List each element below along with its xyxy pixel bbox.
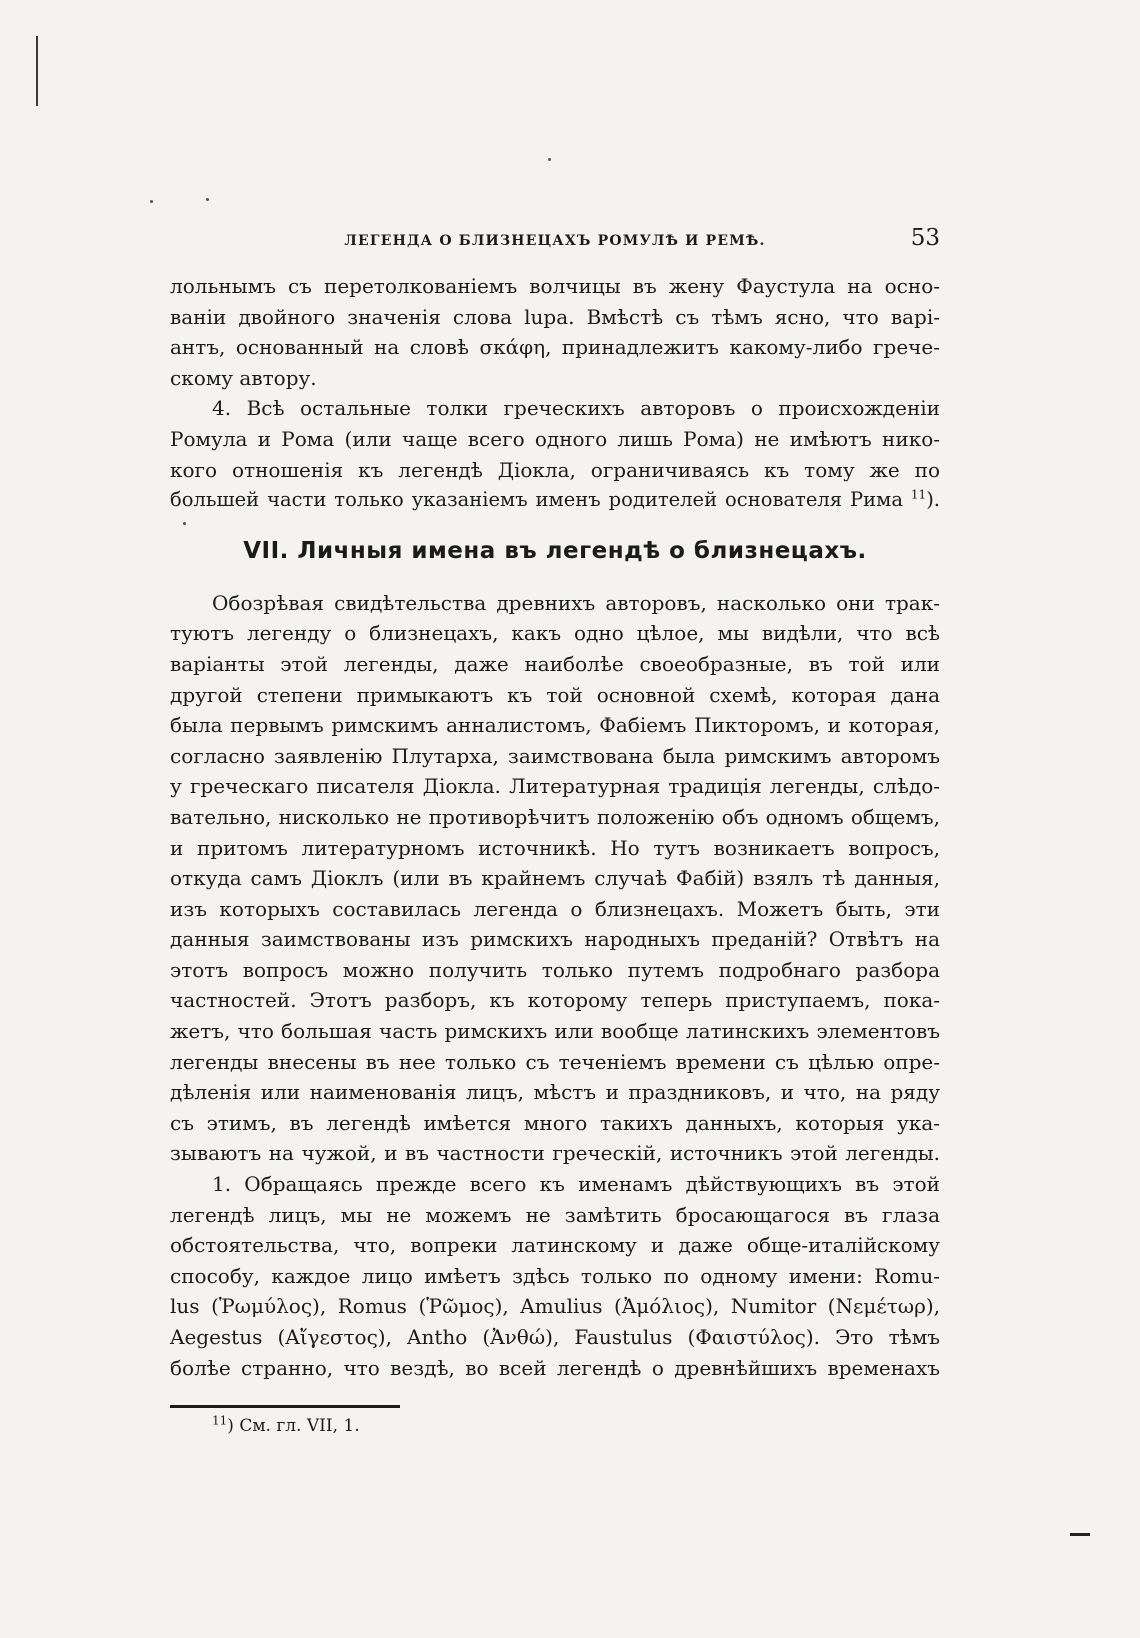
footnote-reference: 11: [910, 487, 927, 502]
text-line: кого отношенія къ легендѣ Діокла, ограничиваясь къ тому же по: [170, 457, 940, 482]
text-line: Aegestus (Αἴγεστος), Antho (Ἀνθώ), Faustulus (Φαιστύλος). Это тѣмъ: [170, 1325, 940, 1349]
text-line: частностей. Этотъ разборъ, къ которому теперь приступаемъ, пока-: [170, 988, 940, 1013]
text-line: лольнымъ съ перетолкованіемъ волчицы въ жену Фаустула на осно-: [170, 274, 940, 298]
text-line: большей части только указаніемъ именъ родителей основателя Рима: [170, 488, 903, 512]
section-heading: VII. Личныя имена въ легендѣ о близнецахъ.: [243, 537, 867, 564]
text-line: ваніи двойного значенія слова lupa. Вмѣстѣ съ тѣмъ ясно, что варі-: [170, 304, 940, 329]
text-line: этотъ вопросъ можно получить только путемъ подробнаго разбора: [170, 957, 940, 982]
text-line: была первымъ римскимъ анналистомъ, Фабіемъ Пикторомъ, и которая,: [170, 713, 940, 738]
paragraph-1: [170, 1169, 940, 1383]
footnote-text: ) См. гл. VII, 1.: [227, 1416, 360, 1437]
paragraph-continued: [170, 271, 940, 393]
running-title: ЛЕГЕНДА О БЛИЗНЕЦАХЪ РОМУЛѢ И РЕМѢ.: [344, 233, 766, 249]
book-page: [170, 225, 940, 1436]
text-line: дѣленія или наименованія лицъ, мѣстъ и праздниковъ, и что, на ряду: [170, 1080, 940, 1105]
text-line-with-ref: [170, 485, 940, 516]
footnote-divider: [170, 1405, 400, 1408]
scan-edge-line: [36, 36, 38, 106]
text-line: 1. Обращаясь прежде всего къ именамъ дѣйствующихъ въ этой: [212, 1172, 940, 1197]
footnote: [170, 1413, 940, 1437]
text-line: Обозрѣвая свидѣтельства древнихъ авторовъ, насколько они трак-: [212, 590, 940, 615]
paragraph-4: [170, 393, 940, 515]
scan-speck: [150, 200, 153, 203]
paragraph-main: [170, 588, 940, 1169]
text-line: скому автору.: [170, 365, 317, 390]
text-line: 4. Всѣ остальные толки греческихъ авторовъ о происхожденіи: [212, 396, 940, 421]
text-line: и притомъ литературномъ источникѣ. Но тутъ возникаетъ вопросъ,: [170, 835, 940, 860]
text-line: изъ которыхъ составилась легенда о близнецахъ. Можетъ быть, эти: [170, 896, 940, 921]
text-line: lus (Ῥωμύλος), Romus (Ῥῶμος), Amulius (Ἀμόλιος), Numitor (Νεμέτωρ),: [170, 1294, 940, 1319]
footnote-marker: 11: [212, 1413, 228, 1428]
scan-mark: [1070, 1533, 1090, 1536]
text-line: болѣе странно, что вездѣ, во всей легендѣ о древнѣйшихъ временахъ: [170, 1355, 940, 1380]
scan-speck: [548, 158, 551, 161]
text-line: согласно заявленію Плутарха, заимствована была римскимъ авторомъ: [170, 743, 940, 768]
text-line: у греческаго писателя Діокла. Литературная традиція легенды, слѣдо-: [170, 774, 940, 799]
text-line: зываютъ на чужой, и въ частности греческій, источникъ этой легенды.: [170, 1141, 940, 1166]
page-number: 53: [910, 225, 940, 251]
running-header: [170, 225, 940, 259]
text-line: варіанты этой легенды, даже наиболѣе своеобразные, въ той или: [170, 651, 940, 676]
scan-speck: [206, 198, 209, 201]
text-line: легенды внесены въ нее только съ теченіемъ времени съ цѣлью опре-: [170, 1049, 940, 1074]
text-line-end: ).: [926, 488, 941, 512]
text-line: жетъ, что большая часть римскихъ или вообще латинскихъ элементовъ: [170, 1019, 940, 1044]
text-line: откуда самъ Діоклъ (или въ крайнемъ случаѣ Фабій) взялъ тѣ данныя,: [170, 866, 940, 891]
text-line: антъ, основанный на словѣ σκάφη, принадлежитъ какому-либо грече-: [170, 335, 940, 360]
text-line: обстоятельства, что, вопреки латинскому и даже обще-италійскому: [170, 1233, 940, 1258]
text-line: легендѣ лицъ, мы не можемъ не замѣтить бросающагося въ глаза: [170, 1202, 940, 1227]
text-line: туютъ легенду о близнецахъ, какъ одно цѣлое, мы видѣли, что всѣ: [170, 621, 940, 646]
text-line: данныя заимствованы изъ римскихъ народныхъ преданій? Отвѣтъ на: [170, 927, 940, 952]
text-line: съ этимъ, въ легендѣ имѣется много такихъ данныхъ, которыя ука-: [170, 1110, 940, 1135]
text-line: способу, каждое лицо имѣетъ здѣсь только по одному имени: Romu-: [170, 1263, 940, 1288]
text-line: Ромула и Рома (или чаще всего одного лишь Рома) не имѣютъ нико-: [170, 426, 940, 451]
text-line: вательно, нисколько не противорѣчитъ положенію объ одномъ общемъ,: [170, 804, 940, 829]
text-line: другой степени примыкаютъ къ той основной схемѣ, которая дана: [170, 682, 940, 707]
